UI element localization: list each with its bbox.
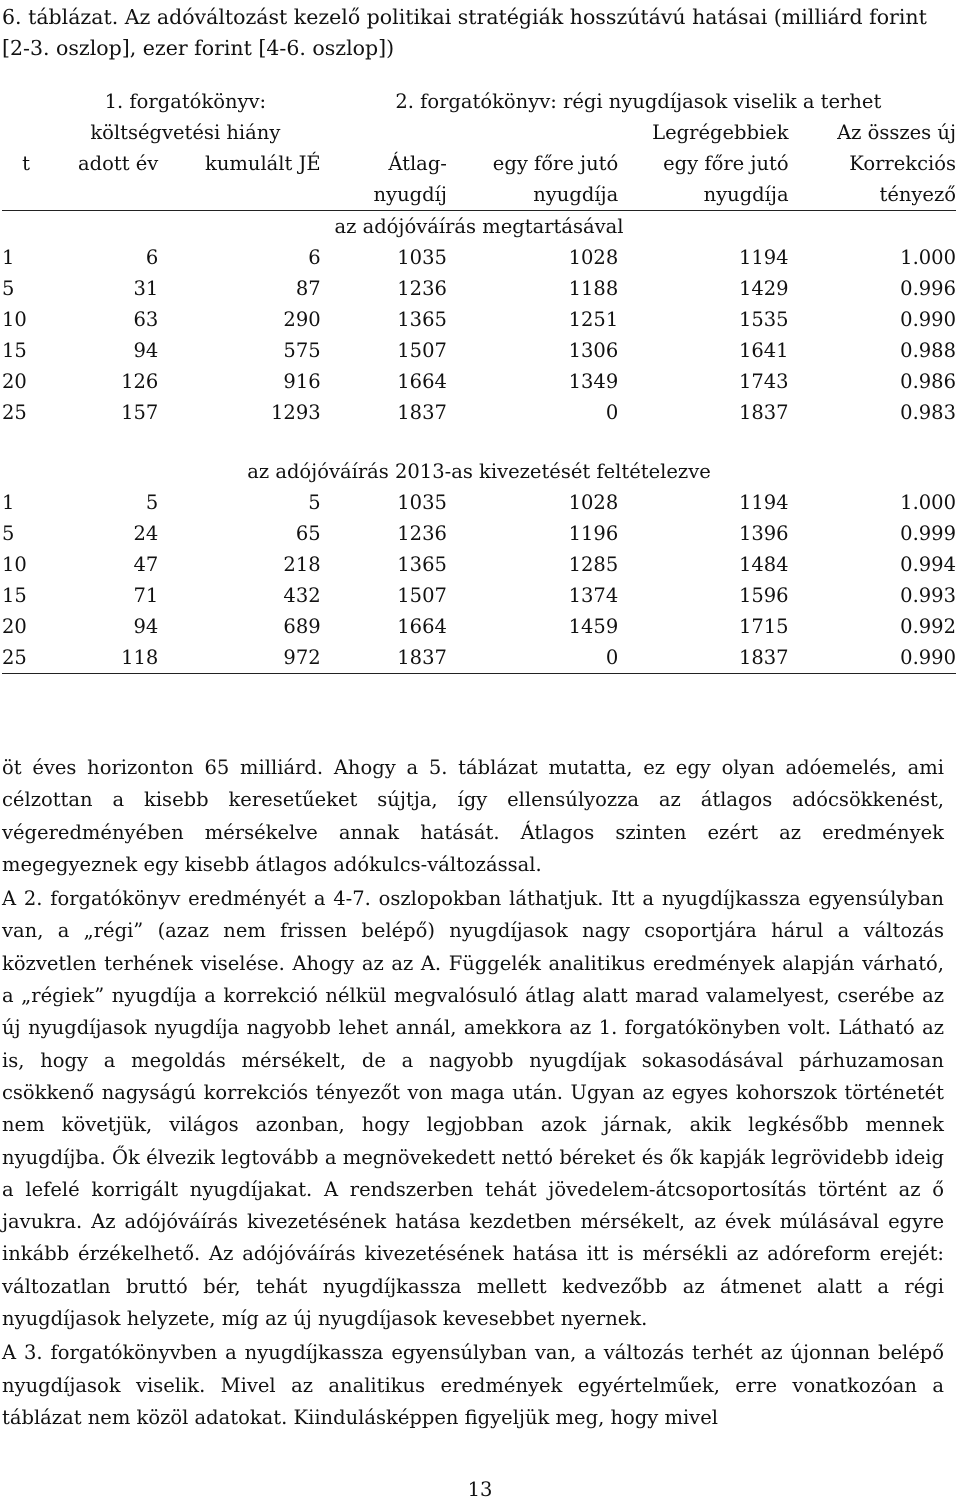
- table-cell: 1484: [738, 553, 789, 576]
- table-cell: 0.986: [900, 370, 956, 393]
- table-cell: 0.994: [900, 553, 956, 576]
- table-cell: 5: [308, 491, 321, 514]
- header-scenario-1-sub: költségvetési hiány: [90, 121, 281, 144]
- table-cell: 126: [121, 370, 159, 393]
- table-row: [2, 487, 956, 518]
- table-row: [2, 273, 956, 304]
- table-cell: 1035: [397, 246, 447, 269]
- table-row: [2, 304, 956, 335]
- table-cell: 1365: [397, 553, 447, 576]
- table-cell: 71: [133, 584, 159, 607]
- page-number: 13: [467, 1478, 493, 1501]
- section-1-body: [2, 242, 956, 428]
- table-row: [2, 611, 956, 642]
- table-cell: 0.988: [900, 339, 956, 362]
- table-cell: 1028: [568, 491, 619, 514]
- table-cell: 65: [295, 522, 321, 545]
- header-egy-fore-2-nyugdija: nyugdíja: [618, 179, 788, 211]
- header-adott-ev: adott év: [78, 152, 159, 175]
- table-cell: 63: [133, 308, 159, 331]
- table-row: [2, 518, 956, 549]
- table-cell: 6: [308, 246, 321, 269]
- table-cell: 157: [121, 401, 159, 424]
- header-osszes-uj: Az összes új: [837, 121, 956, 144]
- paragraph-2: A 2. forgatókönyv eredményét a 4-7. oszlopokban láthatjuk. Itt a nyugdíjkassza egyensúlyban van, a „régi” (azaz nem frissen belépő) nyugdíjasok nagy csoportjára hárul a változás közvetlen terhének viselése. Ahogy az az A. Függelék analitikus eredmények alapján várható, a „régiek” nyugdíja a korrekció nélkül megvalósuló átlag alatt marad valamelyest, cserébe az új nyugdíjasok nyugdíja nagyobb lehet annál, amekkora az 1. forgatókönyben volt. Látható az is, hogy a megoldás mérsékelt, de a nagyobb nyugdíjak sokasodásával párhuzamosan csökkenő nagyságú korrekciós tényezőt von maga után. Ugyan az egyes kohorszok történetét nem követjük, világos azonban, hogy legjobban azok járnak, akik legkésőbb mennek nyugdíjba. Ők élvezik legtovább a megnövekedett nettó béreket és ők kapják legrövidebb ideig a lefelé korrigált nyugdíjakat. A rendszerben tehát jövedelem-átcsoportosítás történt az ő javukra. Az adójóváírás kivezetésének hatása kezdetben mérsékelt, az évek múlásával egyre inkább érzékelhető. Az adójóváírás kivezetésének hatása itt is mérsékli az adóreform erejét: változatlan bruttó bér, tehát nyugdíjkassza mellett kedvezőbb az átmenet alatt a régi nyugdíjasok helyzete, míg az új nyugdíjasok kevesebbet nyernek.: [2, 887, 944, 1331]
- table-cell: 1837: [738, 401, 789, 424]
- header-t: t: [22, 152, 30, 175]
- table-cell: 1837: [397, 401, 447, 424]
- table-cell: 1196: [568, 522, 619, 545]
- table-cell: 1535: [738, 308, 789, 331]
- table-cell: 10: [2, 553, 27, 576]
- table-cell: 0.990: [900, 308, 956, 331]
- section-2-header: [2, 456, 956, 487]
- table-cell: 1459: [568, 615, 619, 638]
- table-cell: 0: [447, 642, 618, 674]
- table-cell: 1236: [397, 522, 447, 545]
- header-scenario-2: 2. forgatókönyv: régi nyugdíjasok viselik a terhet: [395, 90, 882, 113]
- header-atlag-nyugdij: nyugdíj: [321, 179, 447, 211]
- table-cell: 31: [133, 277, 159, 300]
- table-cell: 1743: [738, 370, 789, 393]
- table-cell: 1349: [568, 370, 619, 393]
- table-cell: 1028: [568, 246, 619, 269]
- header-egy-fore-2: egy főre jutó: [663, 152, 789, 175]
- header-row-2: [2, 117, 956, 148]
- header-row-1: [2, 86, 956, 117]
- table-cell: 47: [133, 553, 159, 576]
- table-cell: 1236: [397, 277, 447, 300]
- table-cell: 1664: [397, 615, 447, 638]
- table-row: [2, 642, 956, 674]
- header-row-4: [2, 179, 956, 211]
- table-cell: 1664: [397, 370, 447, 393]
- header-egy-fore-1: egy főre jutó: [492, 152, 619, 175]
- header-kumulalt: kumulált JÉ: [205, 152, 321, 175]
- table-cell: 87: [295, 277, 321, 300]
- table-cell: 916: [283, 370, 321, 393]
- paragraph-1: öt éves horizonton 65 milliárd. Ahogy a 5. táblázat mutatta, ez egy olyan adóemelés, ami célzottan a kisebb keresetűeket sújtja, így ellensúlyozza az átlagos adócsökkenést, végeredményében mérsékelve annak hatását. Átlagos szinten ezért az eredmények megegyeznek egy kisebb átlagos adókulcs-változással.: [2, 756, 944, 876]
- table-cell: 1837: [618, 642, 788, 674]
- header-row-3: [2, 148, 956, 179]
- table-cell: 24: [133, 522, 159, 545]
- table-cell: 94: [133, 339, 159, 362]
- table-row: [2, 366, 956, 397]
- table-cell: 1715: [738, 615, 789, 638]
- table-cell: 1: [2, 491, 15, 514]
- table-cell: 20: [2, 615, 27, 638]
- header-egy-fore-1-nyugdija: nyugdíja: [447, 179, 618, 211]
- table-cell: 15: [2, 339, 27, 362]
- table-cell: 1641: [738, 339, 789, 362]
- section-2-title: az adójóváírás 2013-as kivezetését feltételezve: [247, 460, 711, 483]
- table-cell: 1.000: [900, 246, 956, 269]
- table-row: [2, 335, 956, 366]
- table-row: [2, 397, 956, 428]
- table-cell: 5: [2, 277, 15, 300]
- table-cell: 1837: [321, 642, 447, 674]
- header-tenyezo: tényező: [789, 179, 956, 211]
- table-cell: 0.990: [789, 642, 956, 674]
- table-cell: 1596: [738, 584, 789, 607]
- section-2-body: [2, 487, 956, 674]
- table-cell: 0.993: [900, 584, 956, 607]
- table-cell: 0: [605, 401, 619, 424]
- body-text: [2, 752, 944, 1436]
- header-scenario-1: 1. forgatókönyv:: [104, 90, 267, 113]
- section-1-header: [2, 211, 956, 243]
- table-cell: 290: [283, 308, 321, 331]
- header-legregebbiek: Legrégebbiek: [652, 121, 789, 144]
- table-cell: 0.992: [900, 615, 956, 638]
- table-cell: 1365: [397, 308, 447, 331]
- header-korrekcios: Korrekciós: [849, 152, 956, 175]
- paragraph-3: A 3. forgatókönyvben a nyugdíjkassza egyensúlyban van, a változás terhét az újonnan belépő nyugdíjasok viselik. Mivel az analitikus eredmények egyértelműek, erre vonatkozóan a táblázat nem közöl adatokat. Kiindulásképpen figyeljük meg, hogy mivel: [2, 1341, 944, 1429]
- table-caption: 6. táblázat. Az adóváltozást kezelő politikai stratégiák hosszútávú hatásai (milliárd forint [2-3. oszlop], ezer forint [4-6. oszlop]): [2, 5, 927, 60]
- table-cell: 1429: [738, 277, 789, 300]
- table-cell: 1285: [568, 553, 619, 576]
- table-cell: 689: [283, 615, 321, 638]
- table-cell: 1194: [738, 246, 789, 269]
- table-cell: 1: [2, 246, 15, 269]
- table-cell: 432: [283, 584, 321, 607]
- table-cell: 1251: [568, 308, 619, 331]
- table-cell: 1.000: [900, 491, 956, 514]
- table-cell: 1188: [568, 277, 619, 300]
- table-cell: 1194: [738, 491, 789, 514]
- table-cell: 0.983: [900, 401, 956, 424]
- table-cell: 5: [2, 522, 15, 545]
- table-cell: 0.996: [900, 277, 956, 300]
- table-cell: 1306: [568, 339, 619, 362]
- table-row: [2, 549, 956, 580]
- table-cell: 1507: [397, 584, 447, 607]
- table-cell: 6: [145, 246, 159, 269]
- table-cell: 5: [145, 491, 159, 514]
- table-cell: 1035: [397, 491, 447, 514]
- table-cell: 20: [2, 370, 27, 393]
- table-cell: 25: [2, 401, 27, 424]
- table-cell: 1293: [271, 401, 321, 424]
- header-atlag: Átlag-: [388, 152, 447, 175]
- results-table: [2, 86, 956, 674]
- table-row: [2, 580, 956, 611]
- table-cell: 1507: [397, 339, 447, 362]
- table-cell: 1374: [568, 584, 619, 607]
- table-row: [2, 242, 956, 273]
- table-cell: 118: [50, 642, 158, 674]
- table-cell: 972: [158, 642, 320, 674]
- section-1-title: az adójóváírás megtartásával: [334, 215, 624, 238]
- table-cell: 15: [2, 584, 27, 607]
- table-cell: 94: [133, 615, 159, 638]
- table-cell: 25: [2, 642, 50, 674]
- table-cell: 0.999: [900, 522, 956, 545]
- table-cell: 10: [2, 308, 27, 331]
- table-cell: 218: [283, 553, 321, 576]
- table-cell: 1396: [738, 522, 789, 545]
- table-cell: 575: [283, 339, 321, 362]
